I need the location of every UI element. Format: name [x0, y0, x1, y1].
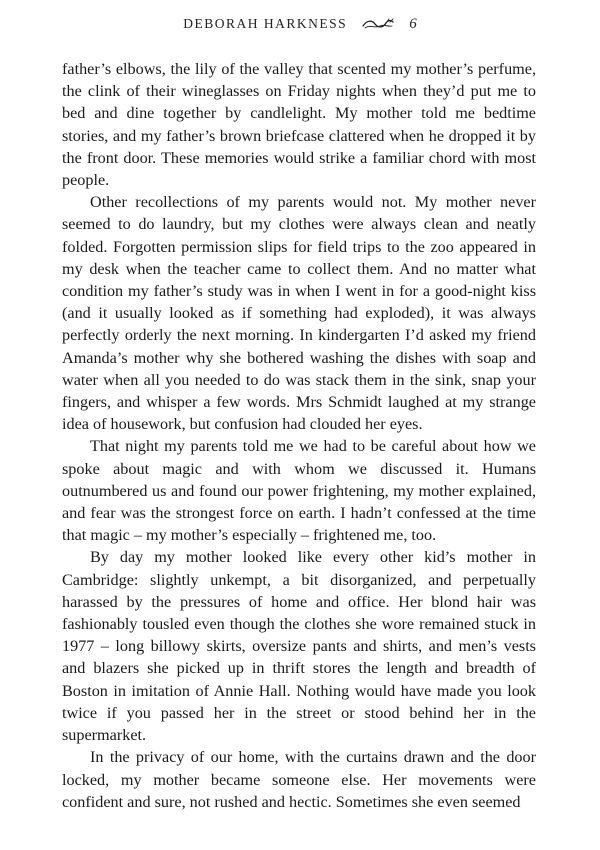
- page-number: 6: [409, 15, 417, 32]
- running-header-author: DEBORAH HARKNESS: [183, 16, 348, 31]
- paragraph: Other recollections of my parents would not. My mother never seemed to do laundry, but my clothes were always clean and neatly folded. Forgotten permission slips for field trips to the zoo appeared in my desk when the teacher came to collect them. And no matter what condition my father’s study was in when I went in for a good-night kiss (and it usually looked as if something had exploded), it was always perfectly orderly the next morning. In kindergarten I’d asked my friend Amanda’s mother why she bothered washing the dishes with soap and water when all you needed to do was stack them in the sink, snap your fingers, and whisper a few words. Mrs Schmidt laughed at my strange idea of housework, but confusion had clouded her eyes.: [62, 193, 536, 434]
- paragraph: father’s elbows, the lily of the valley that scented my mother’s perfume, the clink of their wineglasses on Friday nights when they’d put me to bed and dine together by candlelight. My mother told me bedtime stories, and my father’s brown briefcase clattered when he dropped it by the front door. These memories would strike a familiar chord with most people.: [62, 60, 536, 190]
- swash-ornament-icon: [361, 17, 395, 31]
- running-header: [0, 12, 600, 36]
- body-text: [62, 58, 536, 813]
- paragraph: By day my mother looked like every other kid’s mother in Cambridge: slightly unkempt, a bit disorganized, and perpetually harassed by the pressures of home and office. Her blond hair was fashionably tousled even though the clothes she wore remained stuck in 1977 – long billowy skirts, oversize pants and shirts, and men’s vests and blazers she picked up in thrift stores the length and breadth of Boston in imitation of Annie Hall. Nothing would have made you look twice if you passed her in the street or stood behind her in the supermarket.: [62, 548, 536, 745]
- paragraph: In the privacy of our home, with the curtains drawn and the door locked, my mother became someone else. Her movements were confident and sure, not rushed and hectic. Sometimes she even seemed: [62, 748, 536, 811]
- paragraph: That night my parents told me we had to be careful about how we spoke about magic and with whom we discussed it. Humans outnumbered us and found our power frightening, my mother explained, and fear was the strongest force on earth. I hadn’t confessed at the time that magic – my mother’s especially – frightened me, too.: [62, 437, 536, 545]
